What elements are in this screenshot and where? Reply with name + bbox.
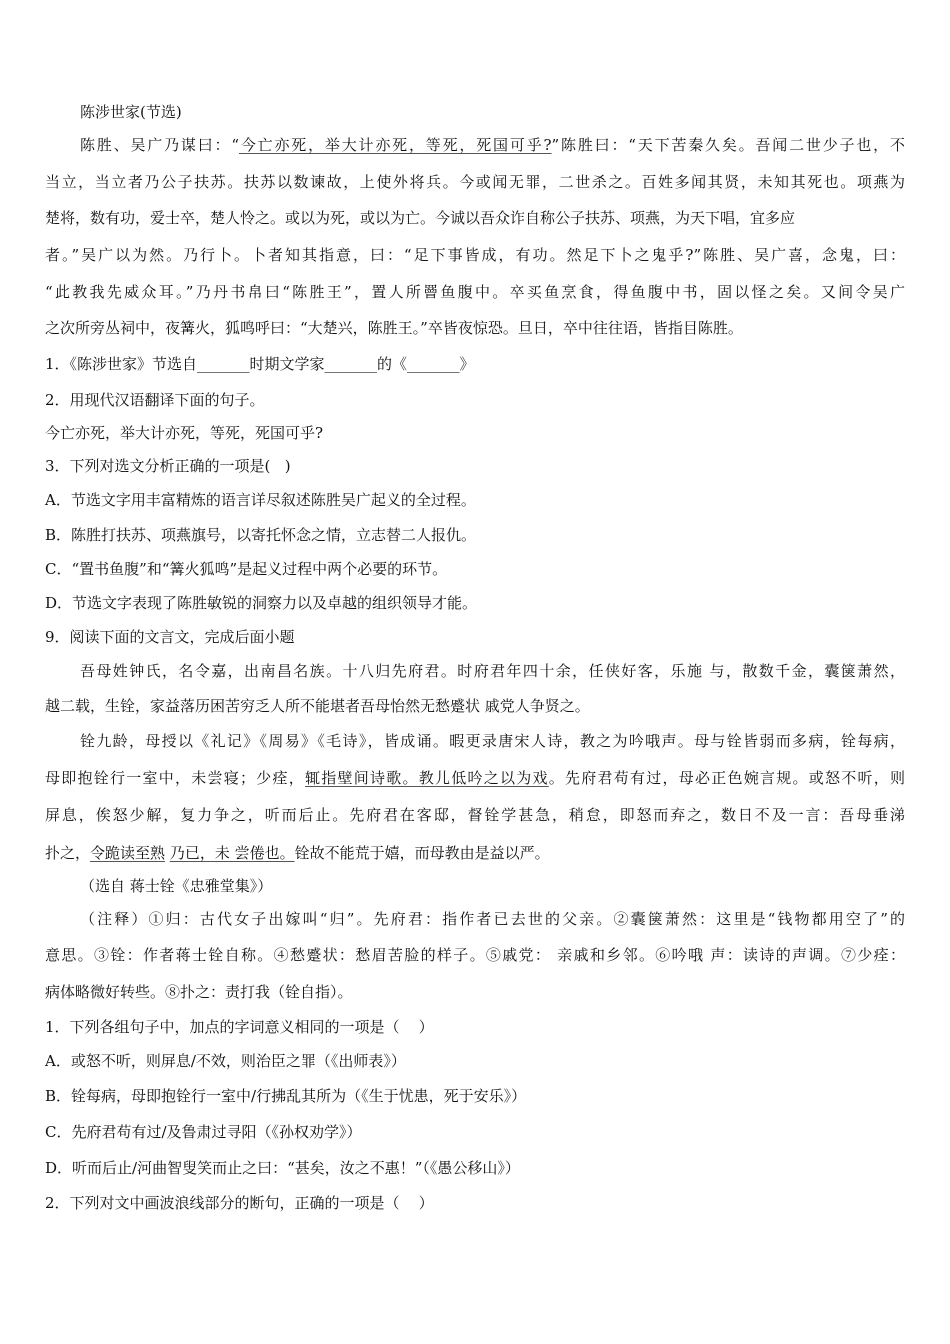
text-segment: D．听而后止/河曲智叟笑而止之曰：“甚矣，汝之不惠！”（《愚公移山》） [45, 1159, 520, 1177]
text-line [45, 524, 905, 546]
text-segment: A．节选文字用丰富精炼的语言详尽叙述陈胜吴广起义的全过程。 [45, 491, 476, 509]
text-line [45, 1192, 905, 1214]
text-segment: 1．下列各组句子中，加点的字词意义相同的一项是（ ） [45, 1018, 434, 1036]
text-segment: 2．下列对文中画波浪线部分的断句，正确的一项是（ ） [45, 1194, 434, 1212]
text-segment: A．或怒不听，则屏息/不效，则治臣之罪（《出师表》） [45, 1052, 406, 1070]
text-line [45, 1121, 905, 1143]
text-line [45, 353, 905, 375]
text-segment: 陈涉世家(节选) [80, 103, 182, 121]
underlined-text: 辄指壁间诗歌。教儿低吟之以为戏 [305, 769, 549, 787]
text-segment: 母即抱铨行一室中，未尝寝；少痊， [45, 769, 305, 787]
underlined-text: 令跪读至熟 [90, 844, 166, 862]
text-segment: 2．用现代汉语翻译下面的句子。 [45, 391, 265, 409]
text-line [80, 875, 905, 897]
text-line [45, 981, 905, 1003]
text-line [45, 1050, 905, 1072]
text-line [45, 389, 905, 411]
text-line [45, 422, 905, 444]
text-line [45, 842, 905, 864]
text-segment: 陈胜、吴广乃谋曰：“ [80, 136, 240, 154]
text-segment: C．“置书鱼腹”和“篝火狐鸣”是起义过程中两个必要的环节。 [45, 560, 448, 578]
text-segment: 今亡亦死，举大计亦死，等死，死国可乎? [45, 424, 324, 442]
text-line [45, 244, 905, 266]
text-segment: 9．阅读下面的文言文，完成后面小题 [45, 628, 295, 646]
text-line [45, 626, 905, 648]
text-line [80, 660, 905, 682]
text-segment: 者。”吴广以为然。乃行卜。卜者知其指意，曰：“足下事皆成，有功。然足下卜之鬼乎?”陈胜、吴广喜，念鬼，曰： [45, 246, 905, 264]
text-line [80, 730, 905, 752]
text-segment: D．节选文字表现了陈胜敏锐的洞察力以及卓越的组织领导才能。 [45, 594, 478, 612]
text-line [45, 171, 905, 193]
text-segment: B．铨每病，母即抱铨行一室中/行拂乱其所为（《生于忧患，死于安乐》） [45, 1087, 527, 1105]
underlined-text: 今亡亦死，举大计亦死，等死，死国可乎? [239, 136, 552, 154]
text-segment: （选自 蒋士铨《忠雅堂集》） [80, 877, 273, 895]
text-segment: 。先府君苟有过，母必正色婉言规。或怒不听，则 [548, 769, 905, 787]
text-line [45, 767, 905, 789]
text-segment: 意思。③铨：作者蒋士铨自称。④愁蹙状：愁眉苦脸的样子。⑤戚党： 亲戚和乡邻。⑥吟哦 声：读诗的声调。⑦少痊： [45, 946, 905, 964]
text-segment: 铨九龄，母授以《礼记》《周易》《毛诗》，皆成诵。暇更录唐宋人诗，教之为吟哦声。母与铨皆弱而多病，铨每病， [80, 732, 905, 750]
text-line [45, 1085, 905, 1107]
text-segment: 楚将，数有功，爱士卒，楚人怜之。或以为死，或以为亡。今诚以吾众诈自称公子扶苏、项燕，为天下唱，宜多应 [45, 209, 796, 227]
text-segment: 越二载，生铨，家益落历困苦穷乏人所不能堪者吾母怡然无愁蹙状 戚党人争贤之。 [45, 697, 590, 715]
text-line [80, 134, 905, 156]
text-line [45, 695, 905, 717]
text-segment: 之次所旁丛祠中，夜篝火，狐鸣呼曰：“大楚兴，陈胜王。”卒皆夜惊恐。旦日，卒中往往语，皆指目陈胜。 [45, 319, 743, 337]
text-line [45, 317, 905, 339]
text-segment: 病体略微好转些。⑧扑之：责打我（铨自指）。 [45, 983, 353, 1001]
underlined-text: 乃已，未 尝倦也。 [169, 844, 295, 862]
text-line [45, 1016, 905, 1038]
text-line [45, 489, 905, 511]
text-segment: B．陈胜打扶苏、项燕旗号，以寄托怀念之情，立志替二人报仇。 [45, 526, 477, 544]
text-segment: （注释）①归：古代女子出嫁叫“归”。先府君：指作者已去世的父亲。②囊箧萧然：这里是“钱物都用空了”的 [80, 910, 905, 928]
text-segment: C．先府君苟有过/及鲁肃过寻阳（《孙权劝学》） [45, 1123, 362, 1141]
text-segment: 屏息，俟怒少解，复力争之，听而后止。先府君在客邸，督铨学甚急，稍怠，即怒而弃之，数日不及一言：吾母垂涕 [45, 806, 905, 824]
text-line [80, 101, 905, 123]
text-segment: ”陈胜曰：“天下苦秦久矣。吾闻二世少子也，不 [551, 136, 906, 154]
text-segment: 3．下列对选文分析正确的一项是( ) [45, 457, 291, 475]
text-segment: “此教我先威众耳。”乃丹书帛曰“陈胜王”，置人所罾鱼腹中。卒买鱼烹食，得鱼腹中书，固以怪之矣。又间令吴广 [45, 283, 905, 301]
text-line [45, 558, 905, 580]
text-line [80, 908, 905, 930]
text-line [45, 455, 905, 477]
text-segment: 铨故不能荒于嬉，而母教由是益以严。 [294, 844, 550, 862]
text-line [45, 592, 905, 614]
text-segment: 当立，当立者乃公子扶苏。扶苏以数谏故，上使外将兵。今或闻无罪，二世杀之。百姓多闻其贤，未知其死也。项燕为 [45, 173, 905, 191]
text-line [45, 207, 905, 229]
text-segment: 扑之， [45, 844, 91, 862]
text-line [45, 1157, 905, 1179]
text-line [45, 281, 905, 303]
text-line [45, 944, 905, 966]
text-segment: 1．《陈涉世家》节选自_______时期文学家_______的《_______》 [45, 355, 475, 373]
text-line [45, 804, 905, 826]
text-segment: 吾母姓钟氏，名令嘉，出南昌名族。十八归先府君。时府君年四十余，任侠好客，乐施 与，散数千金，囊箧萧然， [80, 662, 905, 680]
